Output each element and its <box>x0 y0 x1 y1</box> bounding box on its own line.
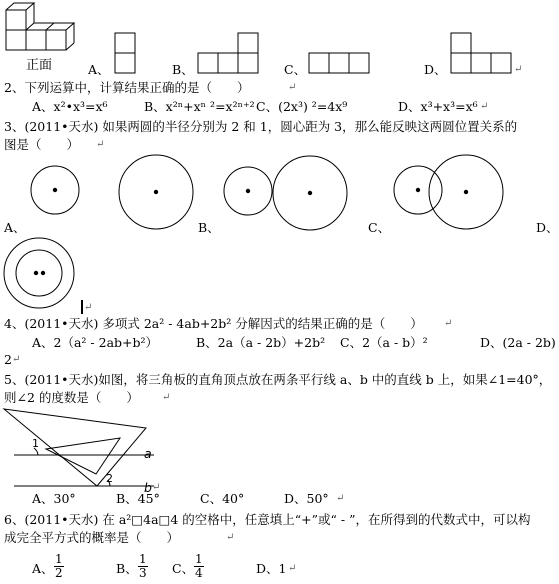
q3-option-a: A、 <box>4 220 26 235</box>
q6-stem-line2: 成完全平方式的概率是（ ） <box>4 530 180 545</box>
q4-option-a: A、2（a² - 2ab+b²） <box>32 335 159 350</box>
q6-stem-line1: 6、(2011•天水) 在 a²□4a□4 的空格中，任意填上“+”或“ - ”，在所得到的代数式中，可以构 <box>4 512 531 527</box>
q5-option-d: D、50° <box>284 491 329 506</box>
q3-option-b: B、 <box>198 220 220 235</box>
q3-option-d: D、 <box>536 220 559 235</box>
q4-option-d: D、(2a - 2b) <box>480 335 556 350</box>
q5-label-2: 2 <box>106 472 113 485</box>
q2-stem: 2、下列运算中，计算结果正确的是（ ） <box>4 80 250 95</box>
q5-option-a: A、30° <box>32 491 76 506</box>
return-mark: ↵ <box>84 302 93 313</box>
front-label: 正面 <box>26 58 53 73</box>
return-mark: ↵ <box>96 139 105 150</box>
q3-circles-d <box>2 236 92 326</box>
q3-circles-b <box>222 156 352 236</box>
q5-triangle-figure <box>4 404 164 494</box>
q5-option-c: C、40° <box>200 491 245 506</box>
q6-option-d: D、1 <box>256 561 287 576</box>
fraction-numerator: 1 <box>195 552 203 566</box>
return-mark: ↵ <box>288 563 297 574</box>
fraction-denominator: 3 <box>139 566 147 580</box>
q2-option-d: D、x³+x³=x⁶ <box>398 99 478 114</box>
q1-solid-figure <box>4 2 84 54</box>
q1-view-b <box>197 32 261 74</box>
q1-view-a <box>114 32 136 74</box>
q1-option-a: A、 <box>88 62 110 77</box>
q4-option-c: C、2（a - b）² <box>340 335 428 350</box>
q2-option-b: B、x²ⁿ+xⁿ ²=x²ⁿ⁺² <box>144 99 255 114</box>
return-mark: ↵ <box>288 82 297 93</box>
q1-option-b: B、 <box>172 62 194 77</box>
return-mark: ↵ <box>226 532 235 543</box>
q1-view-d <box>450 32 514 74</box>
fraction-numerator: 1 <box>139 552 147 566</box>
q6-option-a-label: A、 <box>32 561 54 576</box>
q6-fraction-c <box>194 553 204 580</box>
q6-option-b-label: B、 <box>116 561 138 576</box>
q3-stem-line2: 图是（ ） <box>4 137 80 152</box>
fraction-numerator: 1 <box>55 552 63 566</box>
q5-stem-line1: 5、(2011•天水)如图，将三角板的直角顶点放在两条平行线 a、b 中的直线 b 上，如果∠1=40°， <box>4 372 552 387</box>
q3-circles-a <box>28 152 198 232</box>
return-mark: ↵ <box>152 482 161 493</box>
return-mark: ↵ <box>12 354 21 365</box>
return-mark: ↵ <box>336 493 345 504</box>
return-mark: ↵ <box>514 64 523 75</box>
q6-fraction-b <box>138 553 148 580</box>
q3-option-c: C、 <box>368 220 391 235</box>
q4-wrap-text: 2 <box>4 352 12 367</box>
q2-option-a: A、x²•x³=x⁶ <box>32 99 108 114</box>
q5-label-1: 1 <box>32 437 39 450</box>
q3-stem-line1: 3、(2011•天水) 如果两圆的半径分别为 2 和 1，圆心距为 3，那么能反映这两圆位置关系的 <box>4 119 518 134</box>
fraction-denominator: 4 <box>195 566 203 580</box>
q4-stem: 4、(2011•天水) 多项式 2a² - 4ab+2b² 分解因式的结果正确的是（ ） <box>4 316 423 331</box>
q4-option-b: B、2a（a - 2b）+2b² <box>196 335 326 350</box>
q1-option-d: D、 <box>424 62 447 77</box>
q1-option-c: C、 <box>284 62 307 77</box>
q2-option-c: C、(2x³) ²=4x⁹ <box>256 99 348 114</box>
fraction-denominator: 2 <box>55 566 63 580</box>
q1-view-c <box>308 52 372 74</box>
q5-option-b: B、45° <box>116 491 160 506</box>
return-mark: ↵ <box>162 392 171 403</box>
q5-label-a: a <box>144 446 152 461</box>
return-mark: ↵ <box>480 101 489 112</box>
q6-option-c-label: C、 <box>172 561 195 576</box>
q5-label-b: b <box>144 480 152 495</box>
q3-circles-c <box>392 156 507 236</box>
return-mark: ↵ <box>444 318 453 329</box>
q5-stem-line2: 则∠2 的度数是（ ） <box>4 390 139 405</box>
q6-fraction-a <box>54 553 64 580</box>
